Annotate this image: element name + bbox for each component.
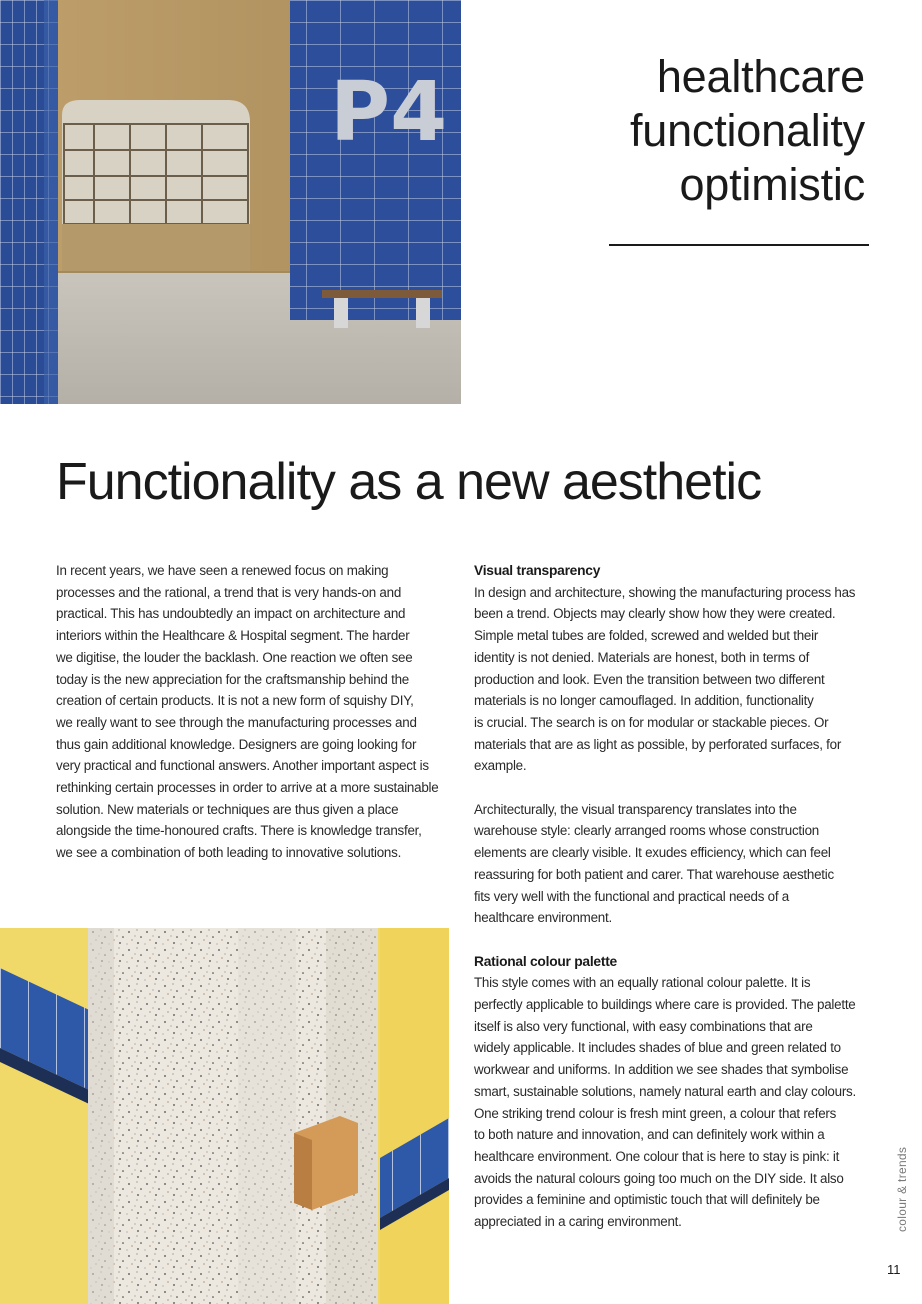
p4-sign: P4 — [330, 65, 448, 160]
palette-line: widely applicable. It includes shades of blue and green related to — [474, 1040, 841, 1056]
palette-line: workwear and uniforms. In addition we see shades that symbolise — [474, 1062, 849, 1078]
warehouse-line: Architecturally, the visual transparency translates into the — [474, 801, 797, 817]
intro-line: solution. New materials or techniques are thus given a place — [56, 801, 399, 817]
warehouse-line: reassuring for both patient and carer. That warehouse aesthetic — [474, 866, 834, 882]
terrazzo-columns-photo — [0, 928, 449, 1304]
intro-line: very practical and functional answers. Another important aspect is — [56, 758, 429, 774]
intro-line: alongside the time-honoured crafts. There is knowledge transfer, — [56, 823, 422, 839]
transparency-line: materials is no longer camouflaged. In addition, functionality — [474, 693, 814, 709]
transparency-line: Simple metal tubes are folded, screwed and welded but their — [474, 628, 819, 644]
warehouse-line: elements are clearly visible. It exudes efficiency, which can feel — [474, 845, 831, 861]
warehouse-line: warehouse style: clearly arranged rooms whose construction — [474, 823, 819, 839]
palette-line: provides a feminine and optimistic touch that will definitely be — [474, 1192, 820, 1208]
intro-line: practical. This has undoubtedly an impact on architecture and — [56, 606, 406, 622]
palette-line: itself is also very functional, with easy combinations that are — [474, 1018, 813, 1034]
paragraph-gap — [474, 929, 874, 951]
details-column — [474, 560, 874, 1233]
heading-rational-colour-palette: Rational colour palette — [474, 953, 617, 969]
palette-line: healthcare environment. One colour that is here to stay is pink: it — [474, 1148, 840, 1164]
page-number: 11 — [887, 1262, 901, 1277]
title-block — [630, 50, 865, 212]
transparency-line: In design and architecture, showing the manufacturing process has — [474, 584, 856, 600]
palette-line: to both nature and innovation, and can definitely work within a — [474, 1127, 825, 1143]
warehouse-line: healthcare environment. — [474, 910, 612, 926]
hospital-corridor-photo — [0, 0, 461, 404]
intro-line: interiors within the Healthcare & Hospital segment. The harder — [56, 628, 410, 644]
palette-line: perfectly applicable to buildings where care is provided. The palette — [474, 997, 856, 1013]
section-label: colour & trends — [895, 1146, 909, 1232]
title-line-optimistic: optimistic — [679, 159, 865, 210]
paragraph-gap — [474, 777, 874, 799]
palette-line: appreciated in a caring environment. — [474, 1214, 682, 1230]
intro-line: In recent years, we have seen a renewed focus on making — [56, 563, 389, 578]
intro-line: creation of certain products. It is not a new form of squishy DIY, — [56, 693, 414, 709]
transparency-line: been a trend. Objects may clearly show how they were created. — [474, 606, 836, 622]
palette-line: One striking trend colour is fresh mint green, a colour that refers — [474, 1105, 837, 1121]
transparency-line: identity is not denied. Materials are honest, both in terms of — [474, 649, 810, 665]
intro-line: processes and the rational, a trend that is very hands-on and — [56, 584, 402, 600]
page-headline: Functionality as a new aesthetic — [56, 453, 762, 511]
intro-line: today is the new appreciation for the craftsmanship behind the — [56, 671, 409, 687]
terrazzo-illustration — [0, 928, 449, 1304]
heading-visual-transparency: Visual transparency — [474, 563, 601, 578]
palette-line: smart, sustainable solutions, namely natural earth and clay colours. — [474, 1083, 856, 1099]
palette-line: avoids the natural colours going too much on the DIY side. It also — [474, 1170, 844, 1186]
title-line-healthcare: healthcare — [656, 51, 865, 102]
transparency-line: production and look. Even the transition between two different — [474, 671, 825, 687]
title-line-functionality: functionality — [629, 105, 865, 156]
intro-line: thus gain additional knowledge. Designers are going looking for — [56, 736, 417, 752]
intro-column — [56, 560, 451, 864]
transparency-line: materials that are as light as possible, by perforated surfaces, for — [474, 736, 842, 752]
transparency-line: is crucial. The search is on for modular or stackable pieces. Or — [474, 714, 829, 730]
intro-line: we really want to see through the manufacturing processes and — [56, 714, 417, 730]
palette-line: This style comes with an equally rational colour palette. It is — [474, 975, 811, 991]
title-divider — [609, 244, 869, 246]
intro-line: we see a combination of both leading to innovative solutions. — [56, 845, 402, 861]
warehouse-line: fits very well with the functional and practical needs of a — [474, 888, 789, 904]
transparency-line: example. — [474, 758, 527, 774]
intro-line: rethinking certain processes in order to arrive at a more sustainable — [56, 780, 439, 796]
intro-line: we digitise, the louder the backlash. One reaction we often see — [56, 649, 413, 665]
corridor-illustration — [0, 0, 461, 404]
